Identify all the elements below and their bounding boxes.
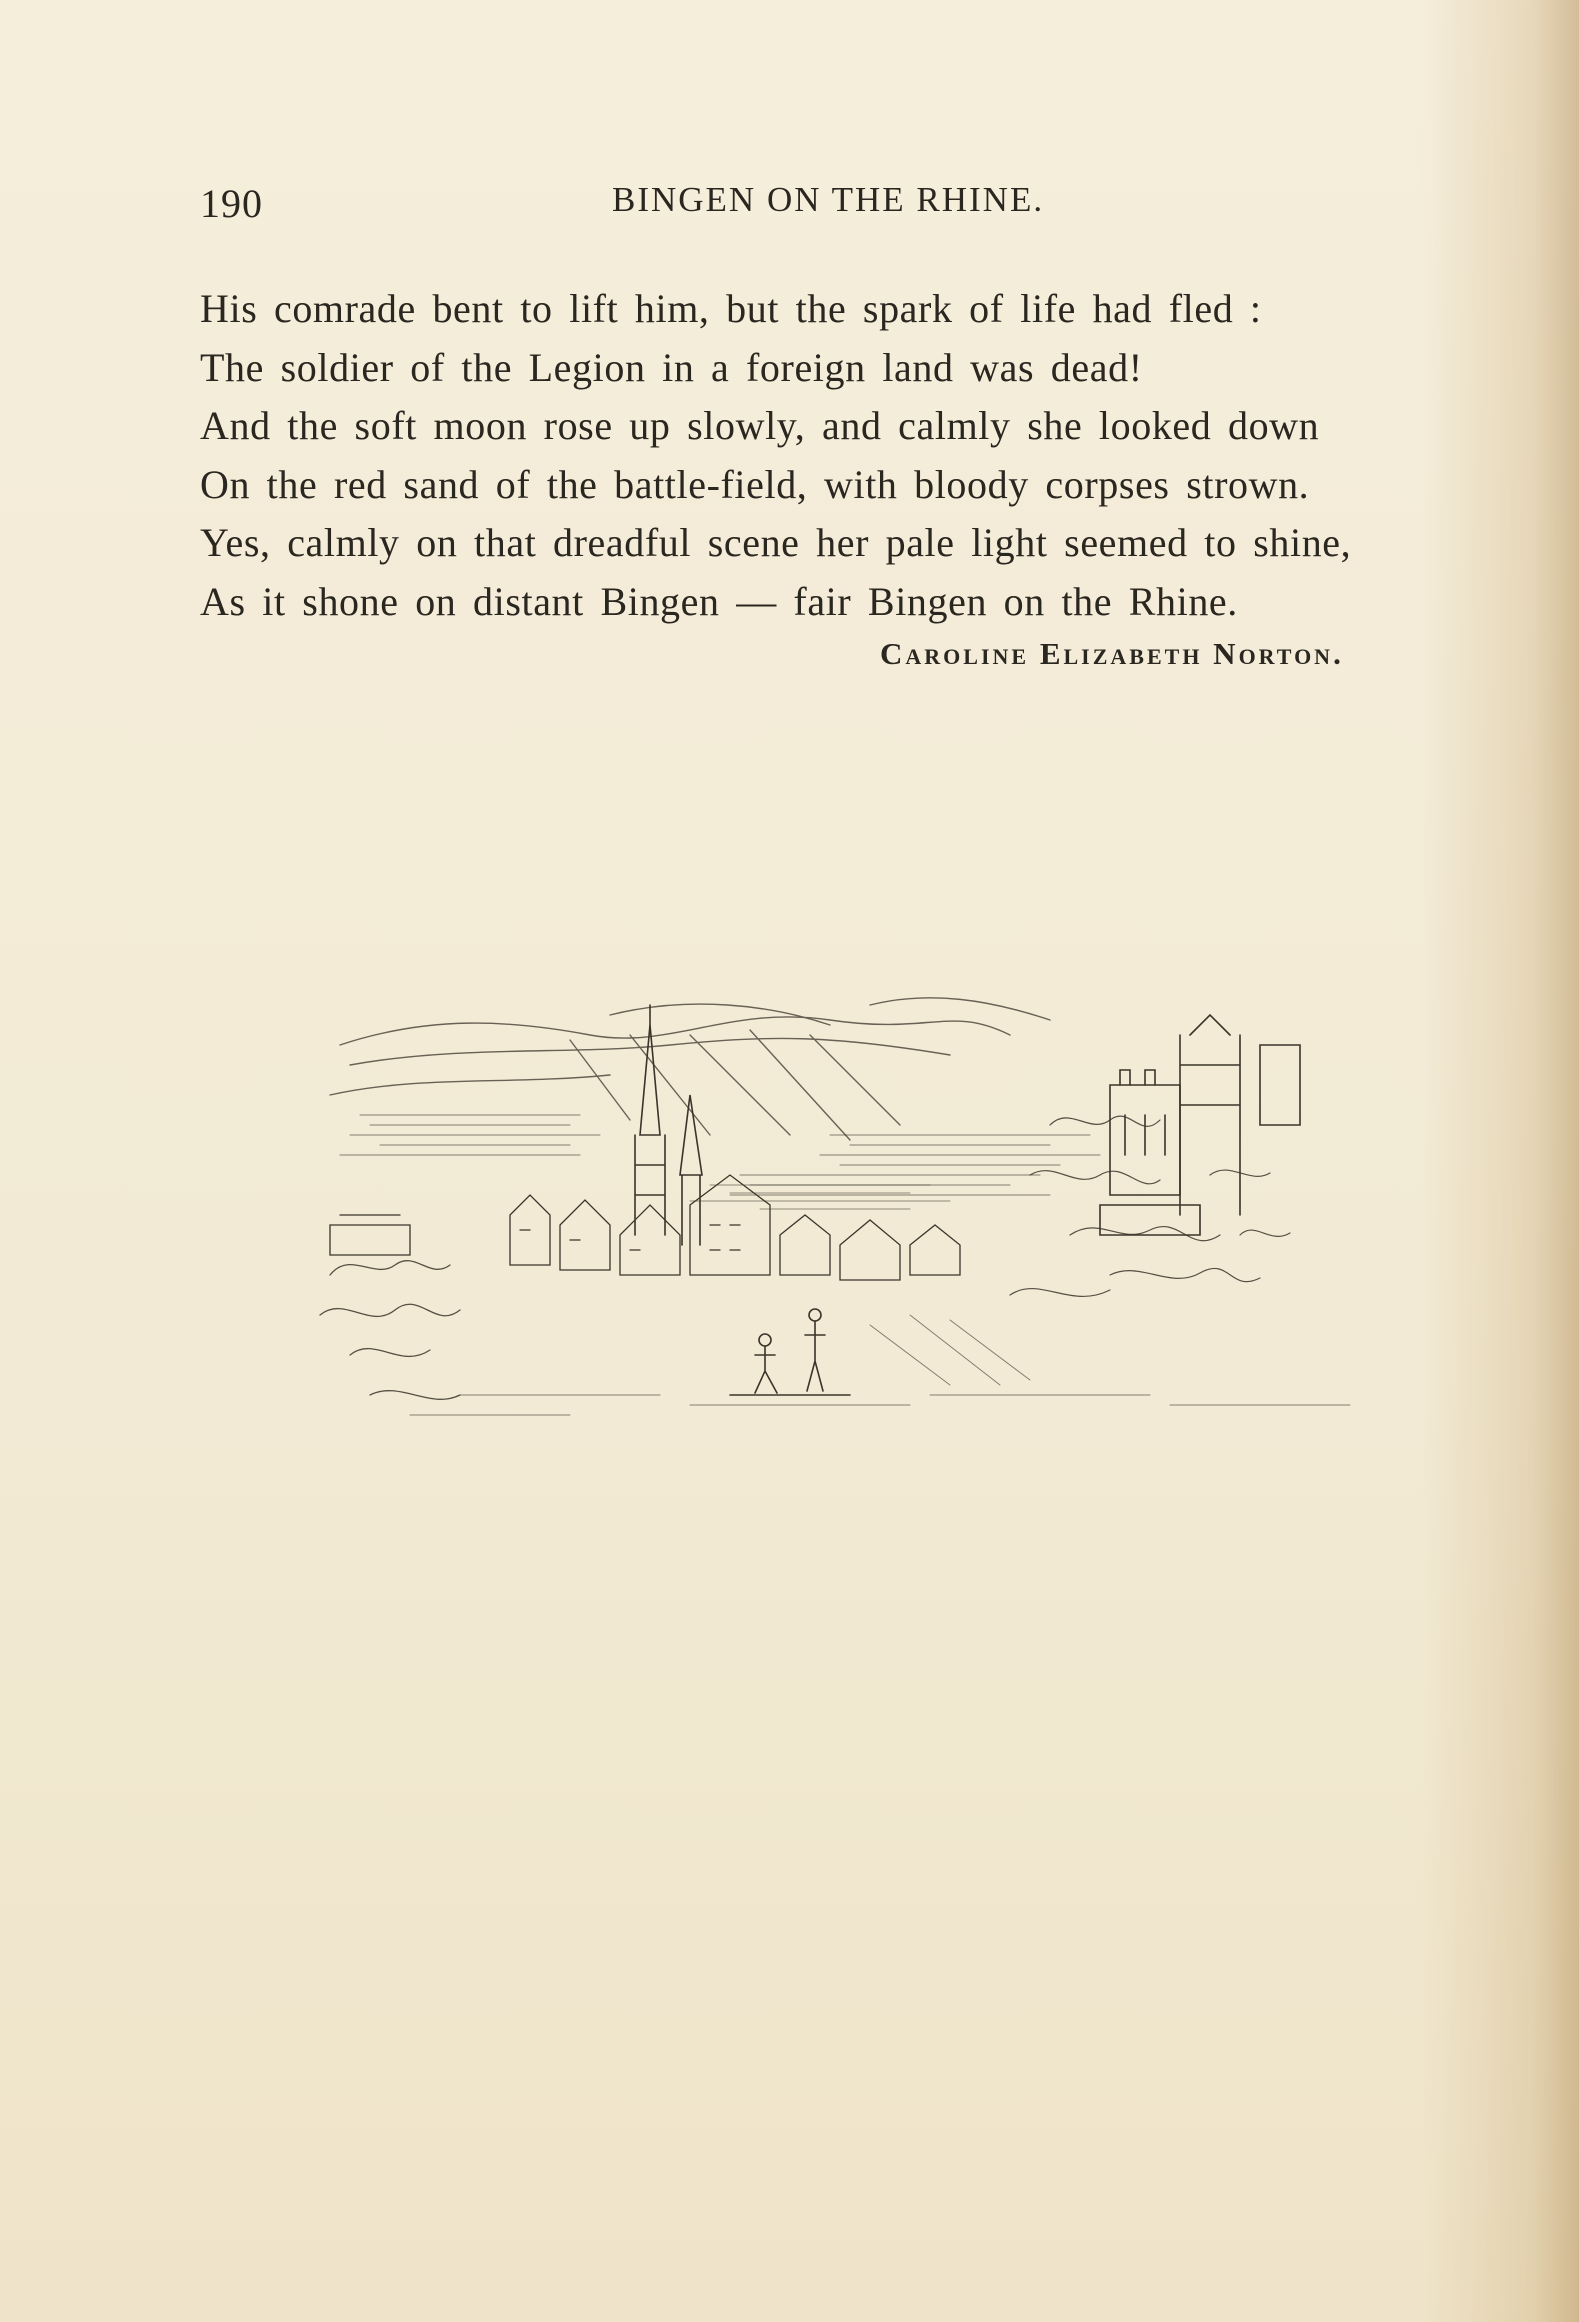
poem-line: The soldier of the Legion in a foreign land was dead!: [200, 344, 1143, 390]
running-title: BINGEN ON THE RHINE.: [612, 180, 1045, 219]
poem-line: His comrade bent to lift him, but the spark of life had fled :: [200, 286, 1262, 331]
castle-ruin: [1100, 1015, 1300, 1235]
author-attribution: Caroline Elizabeth Norton.: [880, 636, 1344, 671]
poem-line: Yes, calmly on that dreadful scene her pale light seemed to shine,: [200, 520, 1352, 565]
poem-line: And the soft moon rose up slowly, and calmly she looked down: [200, 403, 1320, 448]
page-number: 190: [200, 181, 263, 226]
ground-lines: [410, 1315, 1350, 1415]
rhine-landscape-engraving: [310, 975, 1400, 1495]
poem-line: As it shone on distant Bingen — fair Bingen on the Rhine.: [200, 578, 1238, 624]
foliage-right: [1010, 1116, 1290, 1296]
town-buildings: [330, 1175, 960, 1280]
foreground-figures: [730, 1309, 850, 1395]
distant-hills: [330, 998, 1050, 1140]
river: [690, 1185, 950, 1209]
church-spire: [635, 1005, 702, 1245]
poem-line: On the red sand of the battle-field, with bloody corpses strown.: [200, 461, 1310, 507]
foliage-left: [320, 1261, 460, 1400]
engraving-illustration: [310, 975, 1400, 1495]
page-header: [200, 180, 1200, 230]
poem-stanza: [200, 280, 1500, 631]
